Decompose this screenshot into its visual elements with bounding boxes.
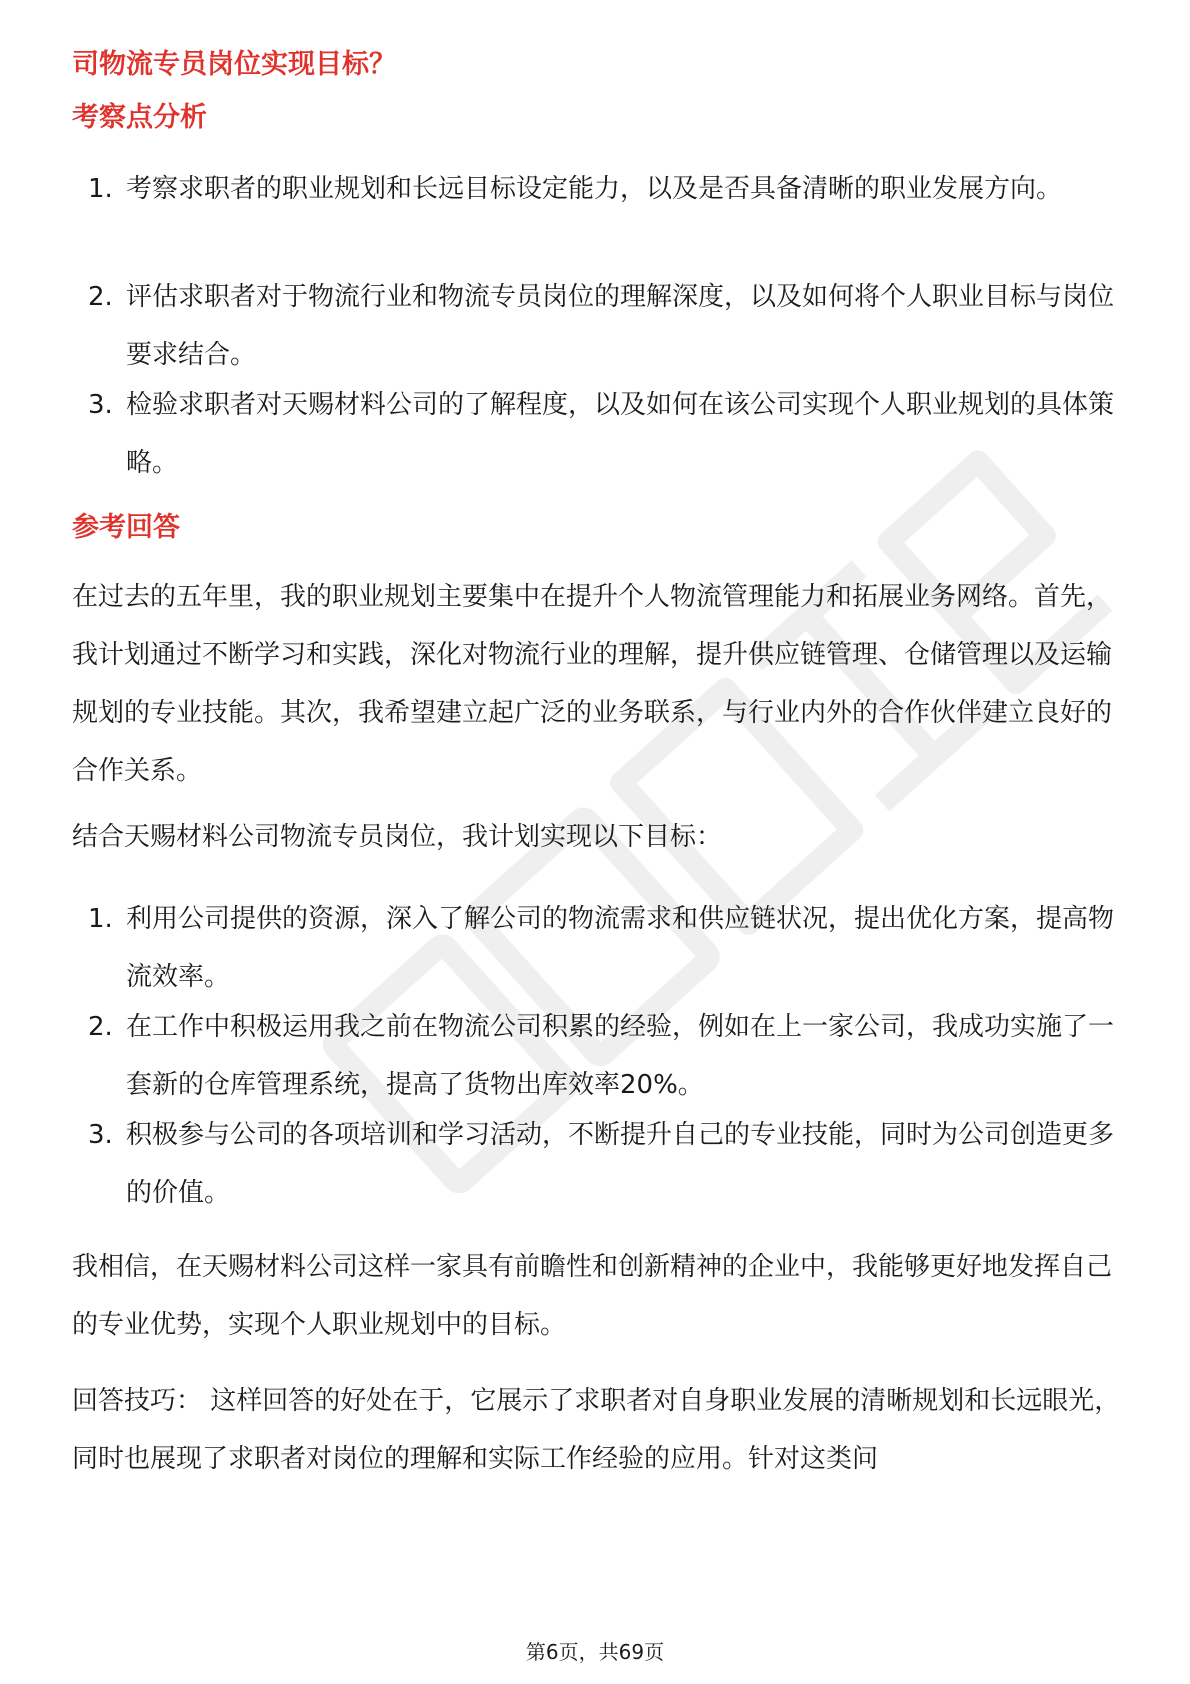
page-number-footer: 第6页，共69页: [525, 1640, 665, 1664]
list-text: 检验求职者对天赐材料公司的了解程度，以及如何在该公司实现个人职业规划的具体策略。: [126, 390, 1115, 478]
list-text: 在工作中积极运用我之前在物流公司积累的经验，例如在上一家公司，我成功实施了一套新的仓库管理系统，提高了货物出库效率20%。: [126, 1012, 1115, 1100]
list-number: 1.: [88, 174, 113, 204]
page-heading: 司物流专员岗位实现目标？: [72, 49, 396, 80]
answer-tips-paragraph: 回答技巧： 这样回答的好处在于，它展示了求职者对自身职业发展的清晰规划和长远眼光，同时也展现了求职者对岗位的理解和实际工作经验的应用。针对这类问: [72, 1386, 1121, 1474]
section-title-answer: 参考回答: [72, 512, 180, 543]
list-item: [88, 890, 1128, 1006]
list-item: [88, 268, 1128, 384]
list-text: 考察求职者的职业规划和长远目标设定能力，以及是否具备清晰的职业发展方向。: [126, 174, 1063, 204]
list-item: [88, 998, 1128, 1114]
section-title-analysis: 考察点分析: [72, 102, 207, 133]
list-text: 积极参与公司的各项培训和学习活动，不断提升自己的专业技能，同时为公司创造更多的价值。: [126, 1120, 1115, 1208]
list-text: 评估求职者对于物流行业和物流专员岗位的理解深度，以及如何将个人职业目标与岗位要求结合。: [126, 282, 1115, 370]
list-number: 3.: [88, 1120, 113, 1150]
list-text: 利用公司提供的资源，深入了解公司的物流需求和供应链状况，提出优化方案，提高物流效率。: [126, 904, 1115, 992]
list-item: [88, 1106, 1128, 1222]
list-number: 1.: [88, 904, 113, 934]
list-number: 2.: [88, 282, 113, 312]
list-number: 2.: [88, 1012, 113, 1042]
answer-paragraph: 在过去的五年里，我的职业规划主要集中在提升个人物流管理能力和拓展业务网络。首先，我计划通过不断学习和实践，深化对物流行业的理解，提升供应链管理、仓储管理以及运输规划的专业技能。其次，我希望建立起广泛的业务联系，与行业内外的合作伙伴建立良好的合作关系。: [72, 582, 1113, 786]
answer-paragraph: 我相信，在天赐材料公司这样一家具有前瞻性和创新精神的企业中，我能够更好地发挥自己的专业优势，实现个人职业规划中的目标。: [72, 1252, 1113, 1340]
list-item: [88, 160, 1128, 218]
answer-paragraph: 结合天赐材料公司物流专员岗位，我计划实现以下目标：: [72, 822, 723, 852]
list-number: 3.: [88, 390, 113, 420]
list-item: [88, 376, 1128, 492]
